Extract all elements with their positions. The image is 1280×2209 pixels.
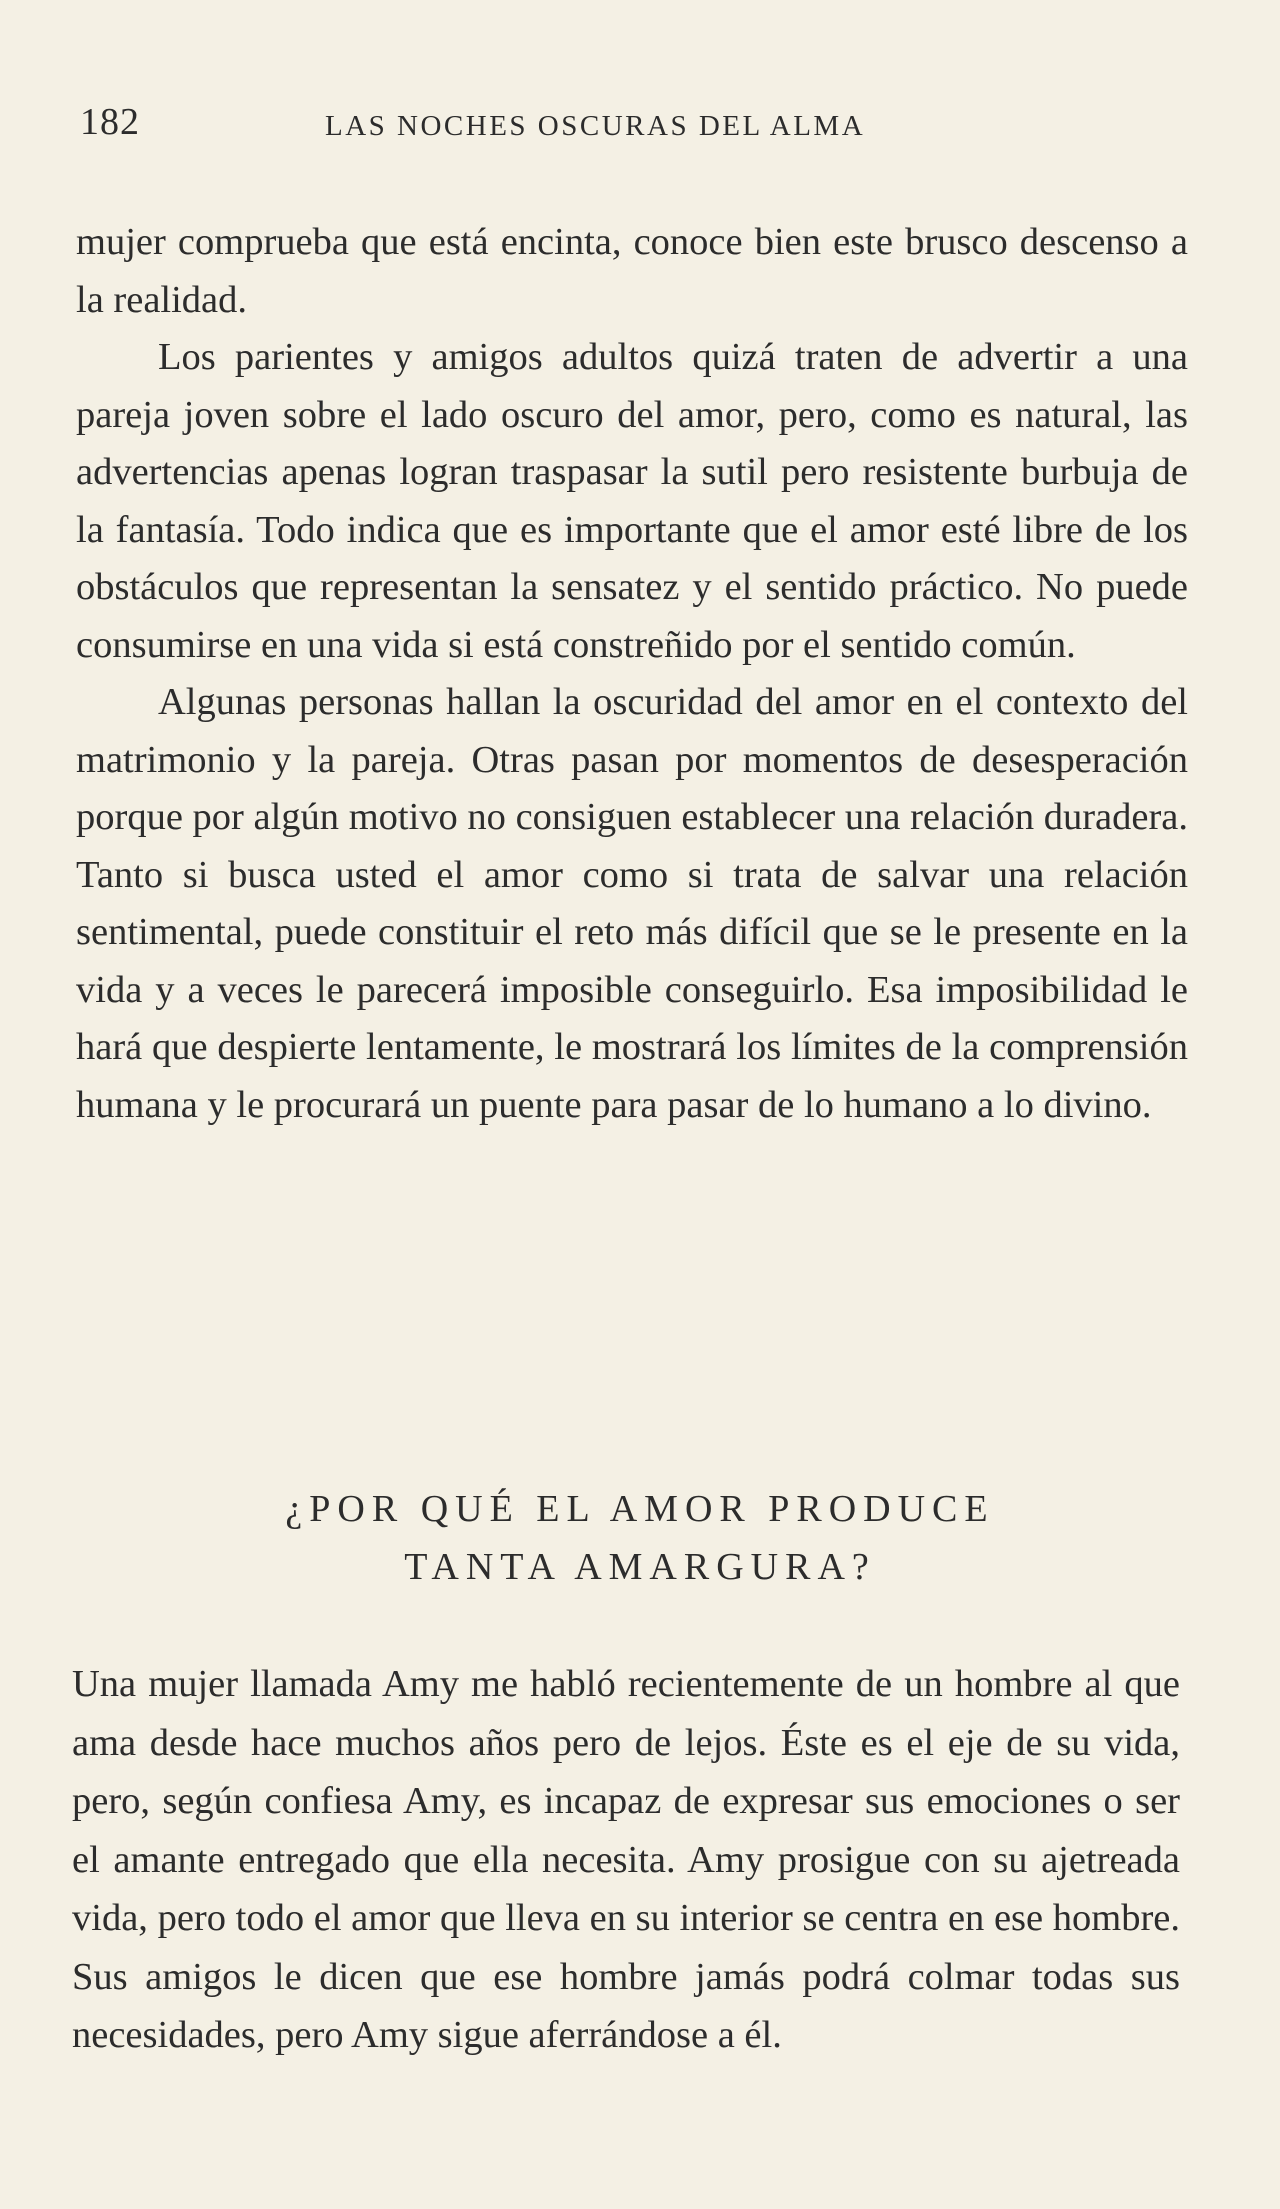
section-text (72, 1655, 1180, 2065)
paragraph-parents: Los parientes y amigos adultos quizá traten de advertir a una pareja joven sobre el lado oscuro del amor, pero, como es natural, las advertencias apenas logran traspasar la sutil pero resistente burbuja de la fantasía. Todo indica que es importante que el amor esté libre de los obstáculos que representan la sensatez y el sentido práctico. No puede consumirse en una vida si está constreñido por el sentido común. (76, 336, 1188, 666)
section-heading-line-1: ¿POR QUÉ EL AMOR PRODUCE (285, 1488, 995, 1530)
running-head (80, 100, 1190, 150)
paragraph-continued: mujer comprueba que está encinta, conoce bien este brusco descenso a la realidad. (76, 221, 1188, 321)
paragraph-darkness: Algunas personas hallan la oscuridad del amor en el contexto del matrimonio y la pareja. Otras pasan por momentos de desesperación porque por algún motivo no consiguen establecer una relación duradera. Tanto si busca usted el amor como si trata de salvar una relación sentimental, puede constituir el reto más difícil que se le presente en la vida y a veces le parecerá imposible conseguirlo. Esa imposibilidad le hará que despierte lentamente, le mostrará los límites de la comprensión humana y le procurará un puente para pasar de lo humano a lo divino. (76, 681, 1188, 1126)
section-heading-line-2: TANTA AMARGURA? (404, 1546, 876, 1588)
section-heading (90, 1480, 1190, 1596)
running-title: LAS NOCHES OSCURAS DEL ALMA (325, 110, 866, 142)
page-number: 182 (80, 101, 140, 143)
body-text (76, 214, 1188, 1134)
paragraph-amy: Una mujer llamada Amy me habló recientemente de un hombre al que ama desde hace muchos años pero de lejos. Éste es el eje de su vida, pero, según confiesa Amy, es incapaz de expresar sus emociones o ser el amante entregado que ella necesita. Amy prosigue con su ajetreada vida, pero todo el amor que lleva en su interior se centra en ese hombre. Sus amigos le dicen que ese hombre jamás podrá colmar todas sus necesidades, pero Amy sigue aferrándose a él. (72, 1663, 1180, 2056)
